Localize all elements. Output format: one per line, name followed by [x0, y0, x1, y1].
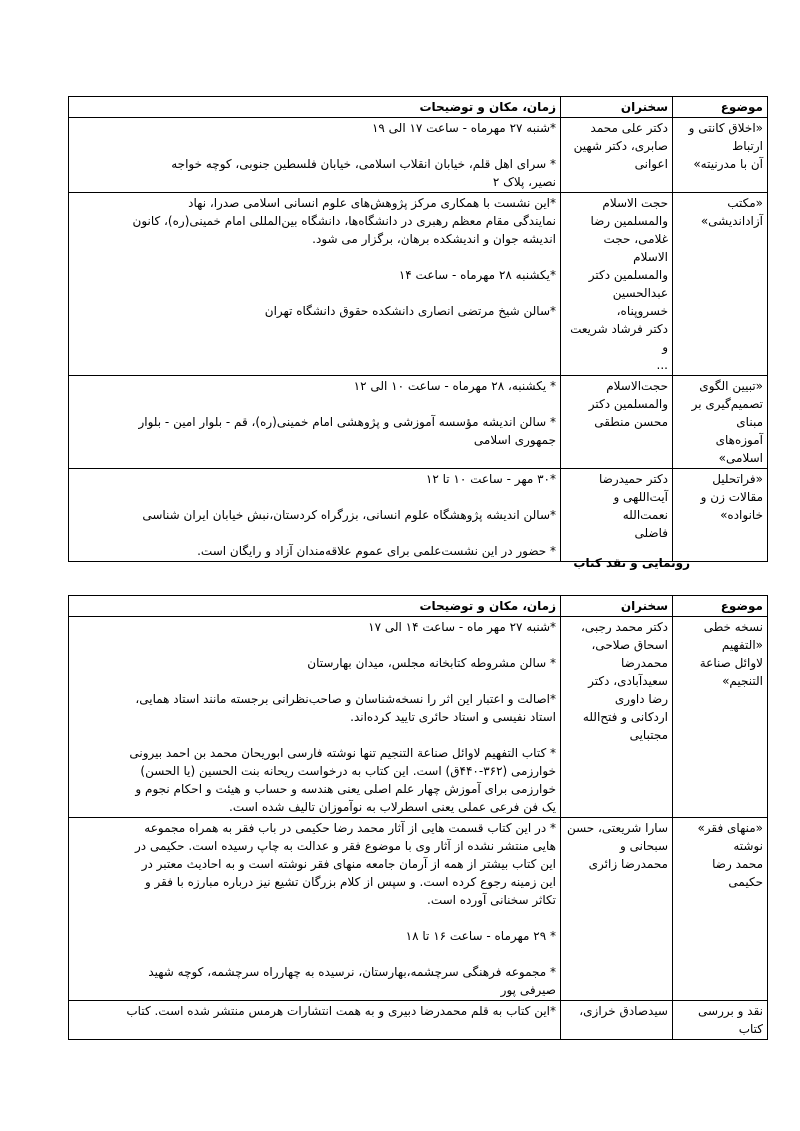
info-paragraph: * سالن اندیشه مؤسسه آموزشی و پژوهشی امام خمینی(ره)، قم - بلوار امین - بلوار جمهوری اسلامی: [138, 415, 556, 447]
info-cell: [69, 617, 561, 818]
header-topic: موضوع: [673, 596, 768, 617]
table-header-row: [69, 596, 768, 617]
header-topic: موضوع: [673, 97, 768, 118]
info-paragraph: * ۲۹ مهرماه - ساعت ۱۶ تا ۱۸: [405, 929, 556, 943]
table-row: [69, 193, 768, 376]
table-row: [69, 818, 768, 1001]
speaker-cell: دکتر علی محمد صابری، دکتر شهین اعوانی: [561, 118, 673, 193]
info-paragraph: *سالن اندیشه پژوهشگاه علوم انسانی، بزرگراه کردستان،نبش خیابان ایران شناسی: [142, 508, 556, 522]
table-row: [69, 118, 768, 193]
info-cell: [69, 1001, 561, 1040]
info-paragraph: * کتاب التفهیم لاوائل صناعة التنجیم تنها نوشته فارسی ابوریحان محمد بن احمد بیرونی خوارزمی (۳۶۲-۴۴۰ق) است. این کتاب به درخواست ریحانه بنت الحسین (یا الحسن) خوارزمی برای آموزش چهار علم اصلی یعنی هندسه و حساب و هیئت و احکام نجوم و یک فن فرعی عملی یعنی اسطرلاب به نوآموزان تالیف شده است.: [129, 746, 556, 814]
info-paragraph: * یکشنبه، ۲۸ مهرماه - ساعت ۱۰ الی ۱۲: [353, 379, 556, 393]
info-paragraph: *یکشنبه ۲۸ مهرماه - ساعت ۱۴: [398, 268, 556, 282]
header-info: زمان، مکان و توضیحات: [69, 596, 561, 617]
lectures-table: [68, 96, 768, 562]
table-row: [69, 469, 768, 562]
info-paragraph: *شنبه ۲۷ مهر ماه - ساعت ۱۴ الی ۱۷: [368, 620, 556, 634]
header-info: زمان، مکان و توضیحات: [69, 97, 561, 118]
table-row: [69, 376, 768, 469]
speaker-cell: سیدصادق خرازی،: [561, 1001, 673, 1040]
info-paragraph: *اصالت و اعتبار این اثر را نسخه‌شناسان و صاحب‌نظرانی برجسته مانند استاد همایی، استاد نفیسی و استاد حائری تایید کرده‌اند.: [135, 692, 556, 724]
speaker-cell: حجت‌الاسلام والمسلمین دکتر محسن منطقی: [561, 376, 673, 469]
info-cell: [69, 818, 561, 1001]
speaker-cell: دکتر محمد رجبی، اسحاق صلاحی، محمدرضا سعیدآبادی، دکتر رضا داوری اردکانی و فتح‌الله مجتبایی: [561, 617, 673, 818]
table-row: [69, 617, 768, 818]
book-review-table: [68, 595, 768, 1040]
speaker-cell: سارا شریعتی، حسن سبحانی و محمدرضا زائری: [561, 818, 673, 1001]
topic-cell: «منهای فقر» نوشته محمد رضا حکیمی: [673, 818, 768, 1001]
topic-cell: نسخه خطی «التفهیم لاوائل صناعة التنجیم»: [673, 617, 768, 818]
info-paragraph: * مجموعه فرهنگی سرچشمه،بهارستان، نرسیده به چهارراه سرچشمه، کوچه شهید صیرفی پور: [148, 965, 556, 997]
info-paragraph: * سرای اهل قلم، خیابان انقلاب اسلامی، خیابان فلسطین جنوبی، کوچه خواجه نصیر، پلاک ۲: [171, 157, 556, 189]
table-header-row: [69, 97, 768, 118]
header-speaker: سخنران: [561, 596, 673, 617]
info-paragraph: *سالن شیخ مرتضی انصاری دانشکده حقوق دانشگاه تهران: [264, 304, 556, 318]
info-paragraph: * در این کتاب قسمت هایی از آثار محمد رضا حکیمی در باب فقر به همراه مجموعه هایی منتشر نشده از آثار وی با موضوع فقر و عدالت به چاپ رسیده است. حکیمی در این کتاب بیشتر از همه از آرمان جامعه منهای فقر نوشته است و به احادیث معتبر در این زمینه رجوع کرده است. و سپس از کلام بزرگان تشیع نیز درباره مبارزه با فقر و تکاثر سخنانی آورده است.: [135, 821, 556, 907]
info-paragraph: *این کتاب به قلم محمدرضا دبیری و به همت انتشارات هرمس منتشر شده است. کتاب: [126, 1004, 556, 1018]
info-paragraph: *شنبه ۲۷ مهرماه - ساعت ۱۷ الی ۱۹: [371, 121, 556, 135]
speaker-cell: دکتر حمیدرضا آیت‌اللهی و نعمت‌الله فاضلی: [561, 469, 673, 562]
table-row: [69, 1001, 768, 1040]
info-cell: [69, 376, 561, 469]
lectures-table-body: [69, 118, 768, 562]
info-cell: [69, 469, 561, 562]
info-cell: [69, 193, 561, 376]
info-paragraph: *۳۰ مهر - ساعت ۱۰ تا ۱۲: [425, 472, 556, 486]
info-cell: [69, 118, 561, 193]
topic-cell: نقد و بررسی کتاب: [673, 1001, 768, 1040]
section-heading: رونمایی و نقد کتاب: [573, 556, 690, 570]
info-paragraph: *این نشست با همکاری مرکز پژوهش‌های علوم انسانی اسلامی صدرا، نهاد نمایندگی مقام معظم رهبری در دانشگاه‌ها، دانشگاه بین‌المللی امام خمینی(ره)، کانون اندیشه جوان و اندیشکده برهان، برگزار می شود.: [132, 196, 556, 246]
topic-cell: «اخلاق کانتی و ارتباط آن با مدرنیته»: [673, 118, 768, 193]
header-speaker: سخنران: [561, 97, 673, 118]
info-paragraph: * حضور در این نشست‌علمی برای عموم علاقه‌مندان آزاد و رایگان است.: [197, 544, 556, 558]
topic-cell: «تبیین الگوی تصمیم‌گیری بر مبنای آموزه‌های اسلامی»: [673, 376, 768, 469]
topic-cell: «مکتب آزاداندیشی»: [673, 193, 768, 376]
book-review-table-body: [69, 617, 768, 1040]
topic-cell: «فراتحلیل مقالات زن و خانواده»: [673, 469, 768, 562]
info-paragraph: * سالن مشروطه کتابخانه مجلس، میدان بهارستان: [307, 656, 556, 670]
speaker-cell: حجت الاسلام والمسلمین رضا غلامی، حجت الاسلام والمسلمین دکتر عبدالحسین خسروپناه، دکتر فرشاد شریعت و ...: [561, 193, 673, 376]
